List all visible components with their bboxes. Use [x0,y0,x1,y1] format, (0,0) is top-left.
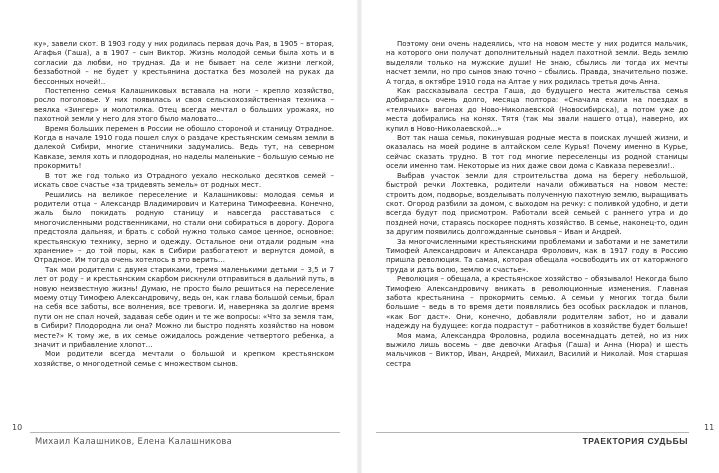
paragraph: Революция – обещала, а крестьянское хозяйство – обязывало! Некогда было Тимофею Александровичу вникать в революционные изменения. Главная забота крестьянина – прокормить семью. А семьи у многих тогда были большие – ведь в то время дети появлялись без особых раскладок и планов, «как Бог даст». Они, конечно, добавляли родителям забот, но и давали надежду на будущее: когда подрастут – работников в хозяйстве будет больше! [386,274,688,331]
left-page-text [34,39,334,368]
paragraph: Время больших перемен в России не обошло стороной и станицу Отрадное. Когда в начале 1910 года пошел слух о раздаче крестьянским семьям земли в далекой Сибири, многие станичники задумались. Ведь тут, на северном Кавказе, земля хоть и плодородная, но наделы маленькие – большую семью не прокормить! [34,123,334,171]
paragraph: ку», завели скот. В 1903 году у них родилась первая дочь Рая, в 1905 – вторая, Агафья (Гаша), а в 1907 – сын Виктор. Жизнь молодой семьи была хоть и в согласии да любви, но трудная. Да и не бывает на селе жизни легкой, беззаботной – не будет у крестьянина достатка без мозолей на руках да бессонных ночей!.. [34,39,334,86]
footer-rule [30,432,340,433]
left-page [0,0,359,473]
paragraph: Так мои родители с двумя стариками, тремя маленькими детьми – 3,5 и 7 лет от роду – и крестьянским скарбом рискнули отправиться в дальний путь, в новую неизвестную жизнь! Думаю, не просто было решиться на переселение моему отцу Тимофею Александровичу, ведь он, как глава большой семьи, брал на себя все заботы, все волнения, все тревоги. И, наверняка за долгие время пути он не спал ночей, задавая себе один и те же вопросы: «Что за земля там, в Сибири? Плодородна ли она? Можно ли быстро поднять хозяйство на новом месте?» К тому же, в их семье ожидалось рождение четвертого ребенка, а значит и прибавление хлопот… [34,264,334,349]
paragraph: Мои родители всегда мечтали о большой и крепком крестьянском хозяйстве, о многодетной семье с множеством сынов. [34,349,334,368]
paragraph: Моя мама, Александра Фроловна, родила восемнадцать детей, но из них выжило лишь восемь – две девочки Агафья (Гаша) и Анна (Нюра) и шесть мальчиков – Виктор, Иван, Андрей, Михаил, Василий и Николай. Моя старшая сестра [386,330,688,368]
paragraph: Поэтому они очень надеялись, что на новом месте у них родится мальчик, на которого они получат дополнительный надел пахотной земли. Ведь землю выделяли только на мужские души! Не знаю, сбылись ли тогда их мечты насчет земли, но про сынов знаю точно – сбылись. Правда, значительно позже. А тогда, в октябре 1910 года на Алтае у них родилась третья дочь Анна. [386,39,688,86]
paragraph: Постепенно семья Калашниковых вставала на ноги – крепло хозяйство, росло поголовье. У них появилась и своя сельскохозяйственная техника – веялка «Зингер» и молотилка. Отец всегда мечтал о больших урожаях, но пахотной земли у него для этого было маловато… [34,86,334,124]
footer-rule [376,432,689,433]
page-number: 11 [704,423,715,432]
paragraph: Вот так наша семья, покинувшая родные места в поисках лучшей жизни, и оказалась на моей родине в алтайском селе Курья! Почему именно в Курье, сейчас сказать трудно. В тот год многие переселенцы из родной станицы осели именно там. Некоторые из них даже свои дома с Кавказа перевезли!.. [386,133,688,171]
paragraph: Как рассказывала сестра Гаша, до будущего места жительства семья добиралась очень долго, месяца полтора: «Сначала ехали на поездах в «телячьих» вагонах до Ново-Николаевской (Новосибирска), а потом уже до места добирались на конях. Тятя (так мы звали нашего отца), наверно, их купил в Ново-Николаевской…» [386,86,688,133]
paragraph: За многочисленными крестьянскими проблемами и заботами и не заметили Тимофей Александрович и Александра Фролович, как в 1917 году в Россию пришла революция. Та самая, которая обещала «освободить их от каторжного труда и дать волю, землю и счастье». [386,236,688,274]
paragraph: Решились на великое переселение и Калашниковы: молодая семья и родители отца – Александр Владимирович и Катерина Тимофеевна. Конечно, жаль было покидать родную станицу и навсегда расставаться с многочисленными родственниками, но стали они собираться в дорогу. Дорога предстояла дальняя, и брать с собой нужно только самое ценное, основное: крестьянскую технику, зерно и одежду. Остальное они отдали родным «на хранение» – до той поры, как в Сибири разбогатеют и вернутся домой, в Отрадное. Им тогда очень хотелось в это верить… [34,189,334,265]
page-number: 10 [12,423,23,432]
paragraph: Выбрав участок земли для строительства дома на берегу небольшой, быстрой речки Лохтевка, родители начали обживаться на новом месте: строить дом, подворье, возделывать полученную пахотную землю, выращивать скот. Огород разбили за домом, с выходом на речку: с поливкой удобно, и дети всегда будут под присмотром. Работали всей семьей с раннего утра и до поздней ночи, стараясь поскорее поднять хозяйство. В семье, наконец-то, один за другим появились долгожданные сыновья – Иван и Андрей. [386,170,688,237]
right-page [360,0,719,473]
right-page-text [386,39,688,368]
footer-book-title: ТРАЕКТОРИЯ СУДЬБЫ [582,436,688,446]
footer-authors: Михаил Калашников, Елена Калашникова [35,436,233,446]
paragraph: В тот же год только из Отрадного уехало несколько десятков семей – искать свое счастье «за тридевять земель» от родных мест. [34,170,334,190]
